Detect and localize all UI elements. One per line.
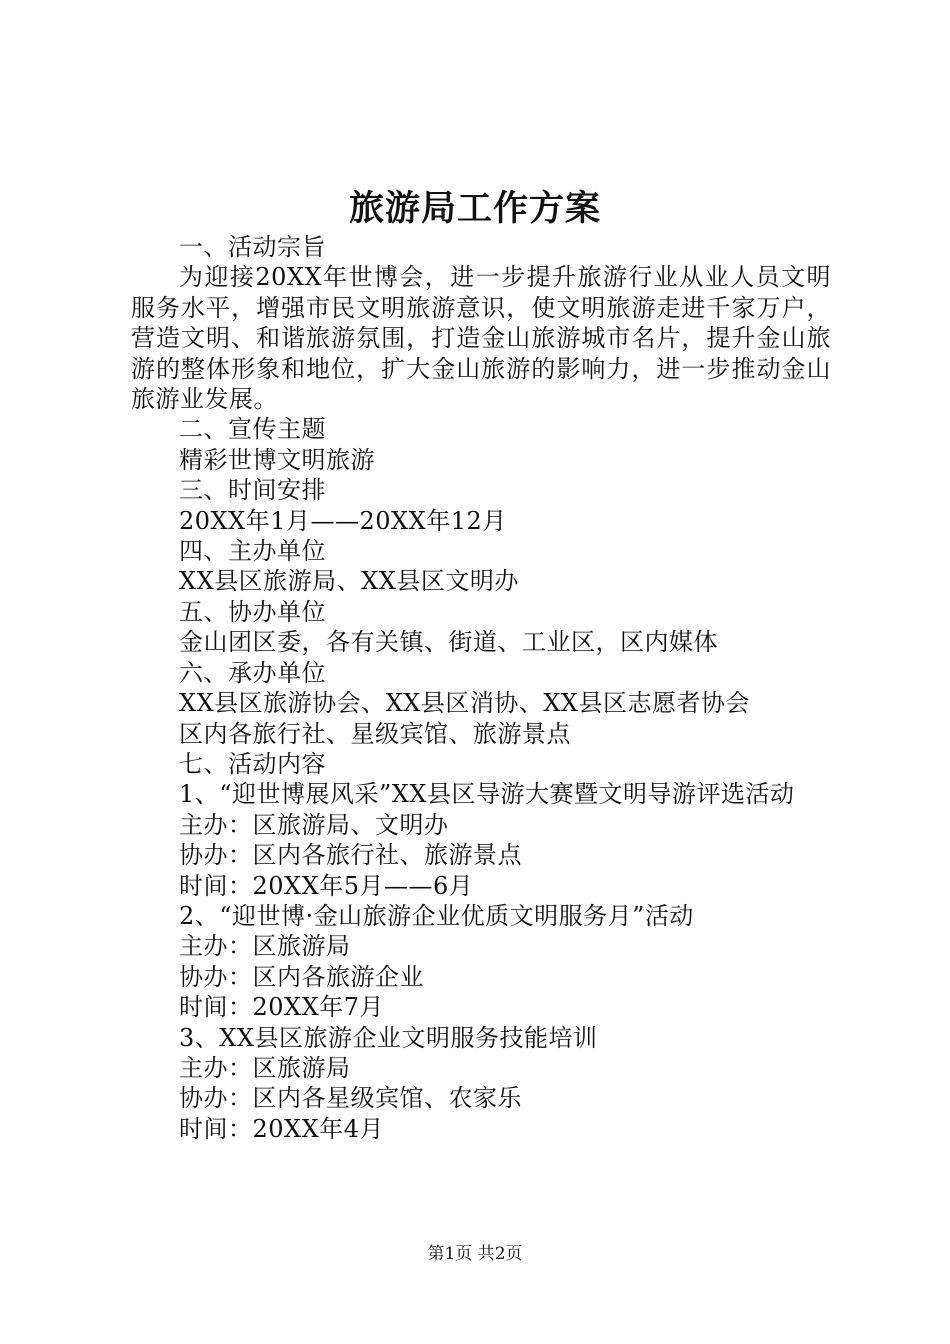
section-heading-theme: 二、宣传主题 [179, 415, 326, 444]
section-heading-purpose: 一、活动宗旨 [179, 233, 326, 261]
section-heading-activities: 七、活动内容 [179, 749, 326, 778]
document-title: 旅游局工作方案 [348, 188, 601, 229]
document-body [131, 232, 831, 1144]
organizer-text: XX县区旅游局、XX县区文明办 [179, 567, 519, 596]
page-footer: 第1页 共2页 [427, 1244, 523, 1264]
undertaker-text-2: 区内各旅行社、星级宾馆、旅游景点 [179, 719, 571, 748]
co-organizer-text: 金山团区委，各有关镇、街道、工业区，区内媒体 [179, 628, 718, 657]
activity-2-time: 时间：20XX年7月 [179, 993, 384, 1022]
activity-3-time: 时间：20XX年4月 [179, 1114, 384, 1143]
purpose-paragraph: 为迎接20XX年世博会，进一步提升旅游行业从业人员文明服务水平，增强市民文明旅游意识，使文明旅游走进千家万户，营造文明、和谐旅游氛围，打造金山旅游城市名片，提升金山旅游的整体形象和地位，扩大金山旅游的影响力，进一步推动金山旅游业发展。 [131, 263, 831, 414]
section-heading-organizer: 四、主办单位 [179, 537, 326, 566]
activity-1-host: 主办：区旅游局、文明办 [179, 810, 449, 839]
section-heading-undertaker: 六、承办单位 [179, 658, 326, 687]
activity-1-co-host: 协办：区内各旅行社、旅游景点 [179, 841, 522, 870]
activity-2-co-host: 协办：区内各旅游企业 [179, 962, 424, 991]
activity-1-title: 1、“迎世博展风采”XX县区导游大赛暨文明导游评选活动 [179, 780, 795, 809]
schedule-text: 20XX年1月——20XX年12月 [179, 506, 507, 535]
section-heading-co-organizer: 五、协办单位 [179, 597, 326, 626]
activity-3-host: 主办：区旅游局 [179, 1053, 351, 1082]
section-heading-schedule: 三、时间安排 [179, 476, 326, 505]
activity-3-title: 3、XX县区旅游企业文明服务技能培训 [179, 1023, 598, 1052]
undertaker-text-1: XX县区旅游协会、XX县区消协、XX县区志愿者协会 [179, 689, 751, 718]
activity-1-time: 时间：20XX年5月——6月 [179, 871, 474, 900]
activity-2-title: 2、“迎世博·金山旅游企业优质文明服务月”活动 [179, 901, 694, 930]
activity-3-co-host: 协办：区内各星级宾馆、农家乐 [179, 1084, 522, 1113]
activity-2-host: 主办：区旅游局 [179, 932, 351, 961]
theme-text: 精彩世博文明旅游 [179, 445, 375, 474]
